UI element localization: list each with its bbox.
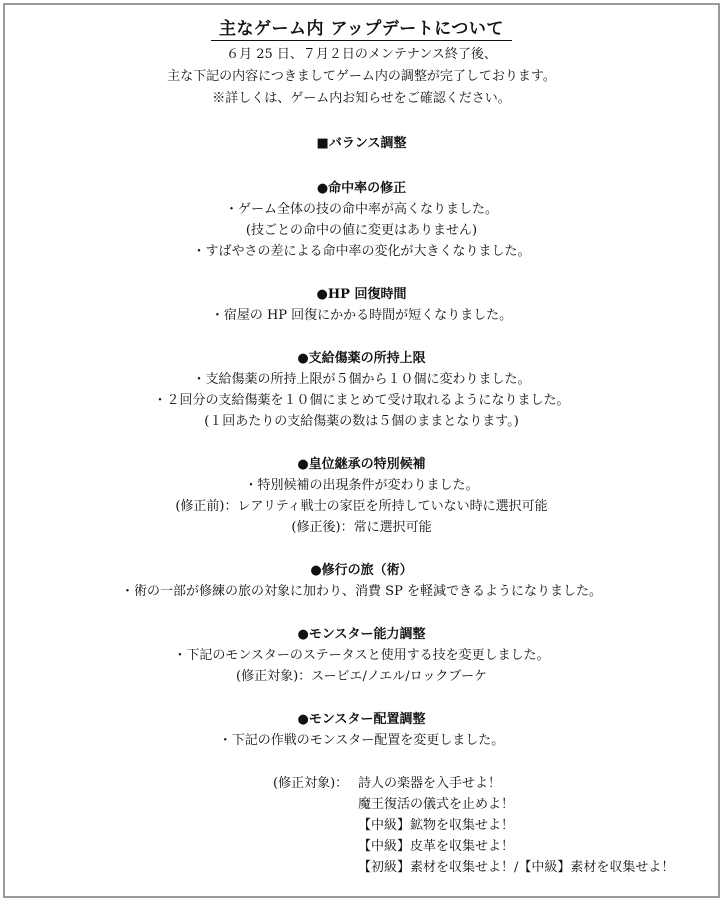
section-line: ・下記の作戦のモンスター配置を変更しました。 xyxy=(218,733,505,748)
targets-label: (修正対象)： xyxy=(273,776,349,791)
section-line: (修正対象)：スービエ/ノエル/ロックブーケ xyxy=(236,669,487,684)
section-heading: ●支給傷薬の所持上限 xyxy=(297,351,426,366)
section-line: ・すばやさの差による命中率の変化が大きくなりました。 xyxy=(192,244,531,259)
section-heading: ●HP 回復時間 xyxy=(316,287,407,302)
page-title-text: 主なゲーム内 アップデートについて xyxy=(211,14,512,41)
intro-line: ※詳しくは、ゲーム内お知らせをご確認ください。 xyxy=(212,91,511,106)
balance-header: ■バランス調整 xyxy=(316,136,407,151)
section-line: (技ごとの命中の値に変更はありません) xyxy=(245,223,478,238)
target-item: 【初級】素材を収集せよ！/【中級】素材を収集せよ！ xyxy=(358,860,675,875)
section-heading: ●皇位継承の特別候補 xyxy=(297,457,426,472)
intro-line: ６月 25 日、７月２日のメンテナンス終了後、 xyxy=(226,47,497,62)
section-line: (修正後)：常に選択可能 xyxy=(291,520,432,535)
target-item: 【中級】鉱物を収集せよ！ xyxy=(358,818,515,833)
section-heading: ●モンスター配置調整 xyxy=(297,712,426,727)
section-line: ・２回分の支給傷薬を１０個にまとめて受け取れるようになりました。 xyxy=(153,393,570,408)
section-heading: ●命中率の修正 xyxy=(316,181,407,196)
page-title xyxy=(5,14,718,41)
section-heading: ●修行の旅（術） xyxy=(310,563,413,578)
document-frame xyxy=(3,3,720,898)
target-item: 詩人の楽器を入手せよ！ xyxy=(358,776,502,791)
target-item: 魔王復活の儀式を止めよ！ xyxy=(358,797,515,812)
section-line: ・術の一部が修練の旅の対象に加わり、消費 SP を軽減できるようになりました。 xyxy=(121,584,602,599)
intro-line: 主な下記の内容につきましてゲーム内の調整が完了しております。 xyxy=(167,69,556,84)
section-line: ・宿屋の HP 回復にかかる時間が短くなりました。 xyxy=(210,308,513,323)
section-line: (修正前)：レアリティ戦士の家臣を所持していない時に選択可能 xyxy=(175,499,548,514)
section-line: (１回あたりの支給傷薬の数は５個のままとなります。) xyxy=(204,414,519,429)
section-line: ・ゲーム全体の技の命中率が高くなりました。 xyxy=(224,202,498,217)
target-item: 【中級】皮革を収集せよ！ xyxy=(358,839,515,854)
section-line: ・特別候補の出現条件が変わりました。 xyxy=(244,478,479,493)
section-heading: ●モンスター能力調整 xyxy=(297,627,426,642)
section-line: ・支給傷薬の所持上限が５個から１０個に変わりました。 xyxy=(192,372,531,387)
section-line: ・下記のモンスターのステータスと使用する技を変更しました。 xyxy=(173,648,550,663)
